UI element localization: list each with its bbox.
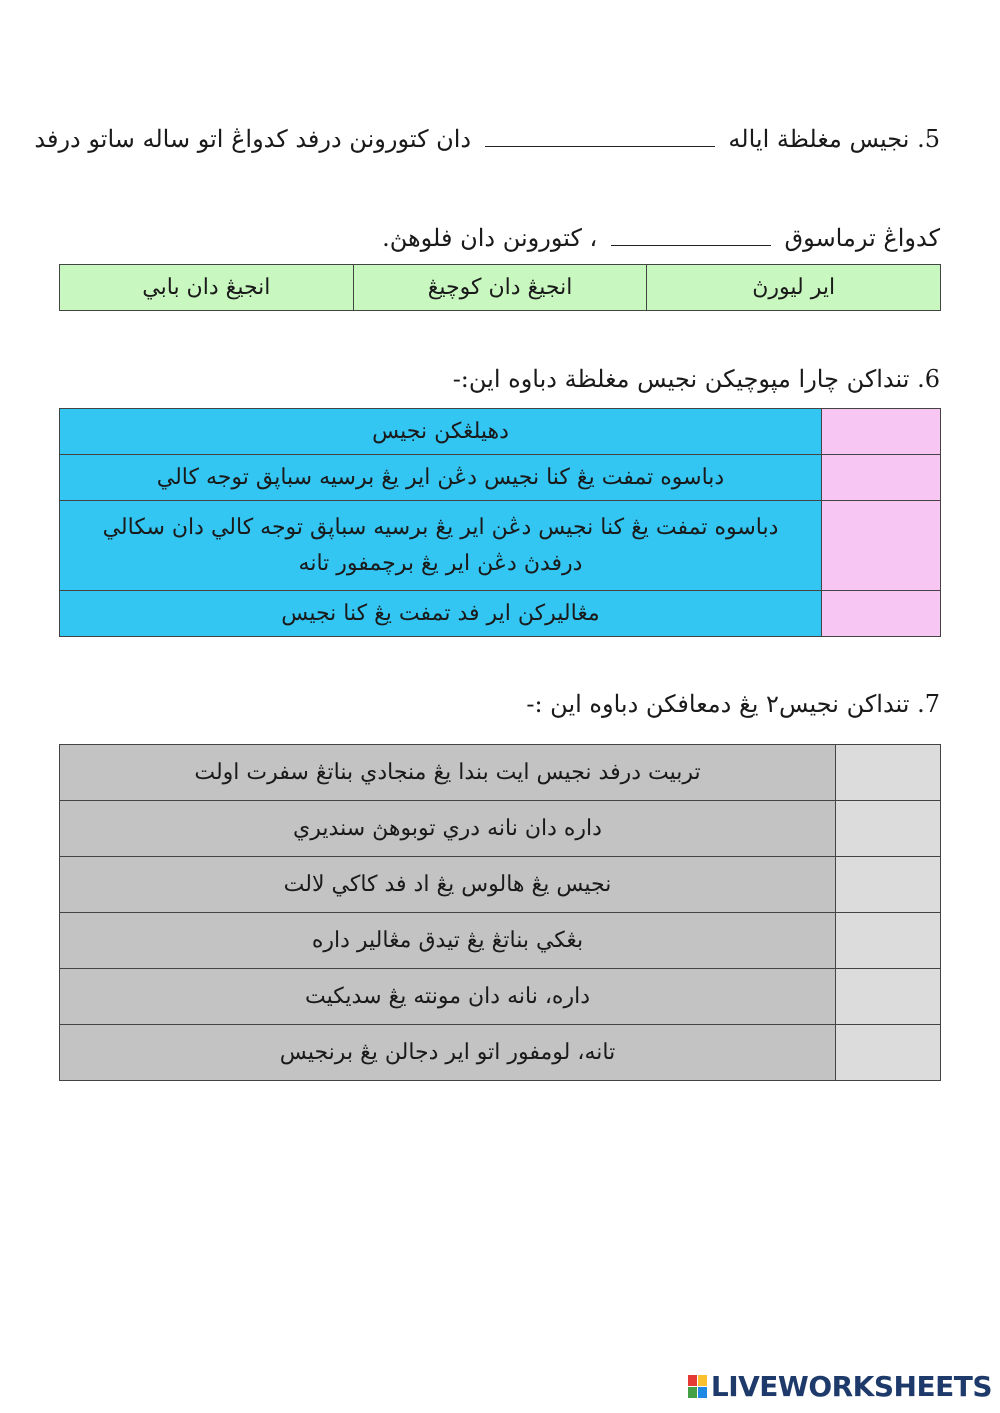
q6-row-3: دباسوه تمفت يڠ كنا نجيس دڠن اير يڠ برسيه سباپق توجه كالي دان سكالي درفدڽ دڠن اير يڠ برچمفور تانه [60,501,822,591]
q6-row-1: دهيلڠكن نجيس [60,409,822,455]
q5-options-table [59,264,941,311]
q5-line2-prefix: كدواڠ ترماسوق [784,224,940,252]
q7-table [59,744,941,1081]
q6-row-2: دباسوه تمفت يڠ كنا نجيس دڠن اير يڠ برسيه سباپق توجه كالي [60,455,822,501]
q7-row-4: بڠكي بناتڠ يڠ تيدق مڠالير داره [60,913,836,969]
q7-row-5: داره، نانه دان مونته يڠ سديكيت [60,969,836,1025]
q6-table [59,408,941,637]
q5-option-3[interactable]: انجيڠ دان بابي [60,265,354,311]
q6-question: 6. تنداكن چارا مپوچيكن نجيس مغلظة دباوه اين:- [452,365,940,393]
q6-row-4: مڠاليركن اير فد تمفت يڠ كنا نجيس [60,591,822,637]
q6-checkbox-1[interactable] [822,409,941,455]
q5-line-1 [34,125,940,153]
q5-option-1[interactable]: اير ليورڽ [647,265,941,311]
q7-row-1: تربيت درفد نجيس ايت بندا يڠ منجادي بناتڠ سفرت اولت [60,745,836,801]
q7-checkbox-2[interactable] [836,801,941,857]
q7-checkbox-5[interactable] [836,969,941,1025]
q5-blank-2[interactable] [611,227,771,246]
q5-line2-suffix: ، كتورونن دان فلوهڽ. [382,224,598,252]
q7-row-6: تانه، لومفور اتو اير دجالن يڠ برنجيس [60,1025,836,1081]
q6-checkbox-3[interactable] [822,501,941,591]
q7-checkbox-1[interactable] [836,745,941,801]
q7-row-2: داره دان نانه دري توبوهڽ سنديري [60,801,836,857]
q7-checkbox-6[interactable] [836,1025,941,1081]
q5-line-2 [382,224,940,252]
q5-line1-suffix: دان كتورونن درفد كدواڠ اتو ساله ساتو درفد [34,125,472,153]
q7-checkbox-4[interactable] [836,913,941,969]
q5-blank-1[interactable] [485,128,715,147]
q5-option-2[interactable]: انجيڠ دان كوچيڠ [353,265,647,311]
q5-line1-prefix: 5. نجيس مغلظة اياله [728,125,940,153]
q6-checkbox-2[interactable] [822,455,941,501]
brand-text: LIVEWORKSHEETS [710,1369,992,1403]
brand-logo-icon [688,1375,707,1398]
q7-checkbox-3[interactable] [836,857,941,913]
q7-question: 7. تنداكن نجيس٢ يڠ دمعافكن دباوه اين :- [526,690,940,718]
q6-checkbox-4[interactable] [822,591,941,637]
liveworksheets-logo [688,1371,992,1401]
q7-row-3: نجيس يڠ هالوس يڠ اد فد كاكي لالت [60,857,836,913]
